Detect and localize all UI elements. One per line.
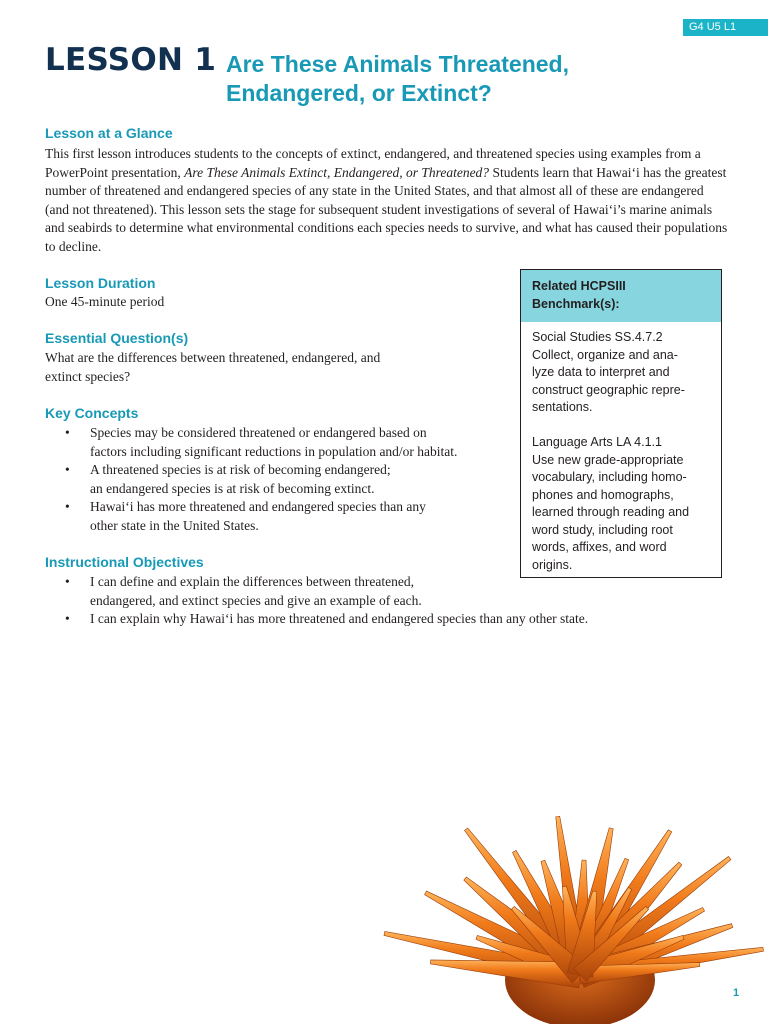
objectives-heading: Instructional Objectives: [45, 554, 204, 570]
at-a-glance-text-part-1: This first lesson introduces students to the concepts of extinct, endangered, and threatened species using examples from a PowerPoint presentation,: [45, 146, 701, 180]
social-studies-benchmark: [532, 329, 710, 417]
lesson-title-line-2: Endangered, or Extinct?: [226, 80, 492, 106]
essential-questions-heading: Essential Question(s): [45, 330, 189, 346]
objective-line: I can explain why Hawai‘i has more threatened and endangered species than any other state.: [90, 611, 589, 627]
benchmark-line: word study, including root: [532, 522, 673, 537]
at-a-glance-text: [45, 145, 730, 257]
key-concept-item: [45, 424, 457, 461]
benchmark-line: Collect, organize and ana-: [532, 347, 678, 362]
benchmark-line: learned through reading and: [532, 505, 690, 519]
essential-question-line-1: What are the differences between threatened, endangered, and: [45, 350, 381, 365]
benchmarks-heading-line-1: Related HCPSIII: [532, 279, 626, 293]
at-a-glance-heading: Lesson at a Glance: [45, 125, 173, 141]
lesson-number: LESSON 1: [45, 42, 217, 78]
key-concept-line: Species may be considered threatened or endangered based on: [90, 425, 427, 440]
benchmarks-heading-line-2: Benchmark(s):: [532, 296, 620, 311]
duration-text: One 45-minute period: [45, 294, 165, 309]
benchmark-line: sentations.: [532, 400, 593, 414]
sea-urchin-illustration: [355, 730, 768, 1024]
objectives-list: [45, 573, 588, 629]
bullet: •: [65, 425, 70, 440]
key-concept-line: other state in the United States.: [90, 517, 259, 533]
objective-line: I can define and explain the differences between threatened,: [90, 574, 414, 589]
key-concepts-list: [45, 424, 457, 536]
objective-item: [45, 610, 588, 629]
unit-lesson-tag: G4 U5 L1: [683, 19, 768, 36]
benchmark-line: Use new grade-appropriate: [532, 452, 684, 467]
key-concept-line: an endangered species is at risk of becoming extinct.: [90, 480, 375, 496]
objective-item: [45, 573, 588, 610]
lesson-title-line-1: Are These Animals Threatened,: [226, 51, 569, 77]
bullet: •: [65, 574, 70, 589]
benchmark-line: phones and homographs,: [532, 487, 674, 502]
benchmark-line: construct geographic repre-: [532, 382, 685, 397]
benchmarks-box-body: [521, 322, 721, 574]
bullet: •: [65, 462, 70, 478]
bullet: •: [65, 499, 70, 515]
benchmark-line: vocabulary, including homo-: [532, 470, 687, 484]
objective-line: endangered, and extinct species and give an example of each.: [90, 592, 422, 608]
benchmark-line: words, affixes, and word: [532, 540, 667, 554]
benchmarks-box-header: [521, 270, 721, 322]
key-concept-line: A threatened species is at risk of becoming endangered;: [90, 462, 391, 478]
key-concept-item: [45, 498, 457, 535]
language-arts-benchmark: [532, 434, 710, 574]
duration-heading: Lesson Duration: [45, 275, 156, 291]
at-a-glance-text-part-2: Students learn that Hawai‘i has the greatest number of threatened and endangered species of any state in the United States, and that almost all of these are endangered (and not threatened). This lesson sets the stage for subsequent student investigations of several of Hawai‘i’s marine animals and seabirds to determine what environmental conditions each species needs to survive, and what has caused their populations to decline.: [45, 164, 728, 254]
essential-questions-text: [45, 349, 380, 386]
page-number: 1: [733, 987, 740, 999]
presentation-title: Are These Animals Extinct, Endangered, or Threatened?: [184, 164, 490, 180]
urchin-spines: [384, 816, 764, 988]
key-concept-line: Hawai‘i has more threatened and endangered species than any: [90, 499, 426, 515]
benchmark-line: Language Arts LA 4.1.1: [532, 435, 662, 449]
key-concept-item: [45, 461, 457, 498]
benchmarks-box: [520, 269, 722, 578]
benchmark-line: Social Studies SS.4.7.2: [532, 330, 663, 344]
benchmark-line: origins.: [532, 557, 573, 572]
lesson-title: [226, 50, 746, 108]
bullet: •: [65, 611, 70, 627]
key-concept-line: factors including significant reductions in population and/or habitat.: [90, 443, 458, 459]
benchmark-line: lyze data to interpret and: [532, 365, 670, 379]
essential-question-line-2: extinct species?: [45, 368, 131, 384]
key-concepts-heading: Key Concepts: [45, 405, 139, 421]
